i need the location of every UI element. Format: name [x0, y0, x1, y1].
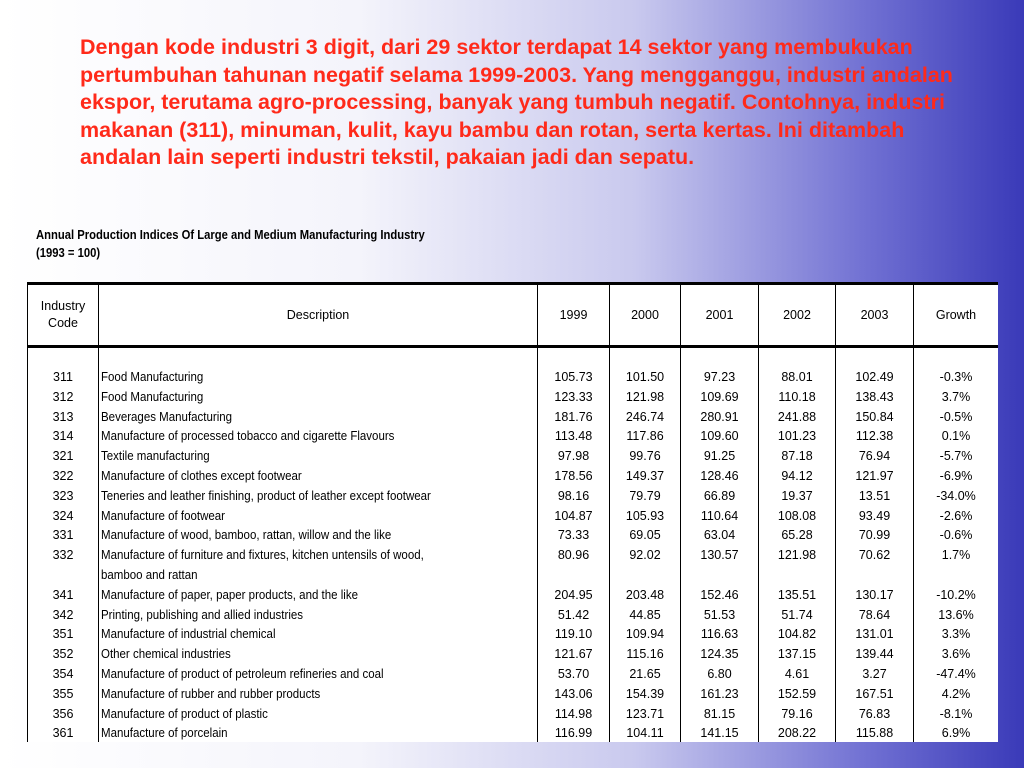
empty-cell	[610, 566, 681, 586]
cell-2000: 121.98	[610, 388, 681, 408]
table-header-row	[28, 284, 999, 347]
cell-industry-code: 356	[28, 705, 99, 725]
cell-2001: 51.53	[681, 606, 759, 626]
cell-2003: 131.01	[836, 625, 914, 645]
cell-description-text: Manufacture of footwear	[101, 508, 226, 523]
table-row-continuation	[28, 566, 999, 586]
cell-2002: 104.82	[759, 625, 836, 645]
cell-2001: 6.80	[681, 665, 759, 685]
cell-2000: 79.79	[610, 487, 681, 507]
cell-2003: 115.88	[836, 724, 914, 742]
cell-industry-code: 351	[28, 625, 99, 645]
cell-2002: 87.18	[759, 447, 836, 467]
cell-2002: 241.88	[759, 408, 836, 428]
cell-2002: 152.59	[759, 685, 836, 705]
cell-2001: 161.23	[681, 685, 759, 705]
cell-2000: 115.16	[610, 645, 681, 665]
cell-2001: 124.35	[681, 645, 759, 665]
cell-description-text: Manufacture of industrial chemical	[101, 627, 276, 642]
table-row	[28, 606, 999, 626]
cell-description	[99, 606, 538, 626]
cell-2001: 128.46	[681, 467, 759, 487]
cell-1999: 181.76	[538, 408, 610, 428]
cell-2001: 91.25	[681, 447, 759, 467]
table-caption	[36, 226, 425, 262]
cell-2003: 76.83	[836, 705, 914, 725]
cell-2000: 117.86	[610, 427, 681, 447]
cell-1999: 97.98	[538, 447, 610, 467]
cell-2002: 137.15	[759, 645, 836, 665]
table-row	[28, 427, 999, 447]
cell-2002: 108.08	[759, 507, 836, 527]
cell-2000: 123.71	[610, 705, 681, 725]
cell-2001: 81.15	[681, 705, 759, 725]
production-index-table	[27, 282, 998, 742]
cell-2003: 76.94	[836, 447, 914, 467]
cell-2003: 70.62	[836, 546, 914, 566]
cell-2000: 44.85	[610, 606, 681, 626]
cell-1999: 178.56	[538, 467, 610, 487]
cell-2000: 154.39	[610, 685, 681, 705]
empty-cell	[914, 566, 999, 586]
cell-industry-code: 314	[28, 427, 99, 447]
cell-description-text: Manufacture of product of plastic	[101, 706, 268, 721]
cell-2002: 19.37	[759, 487, 836, 507]
cell-2002: 4.61	[759, 665, 836, 685]
table-row	[28, 724, 999, 742]
cell-industry-code: 342	[28, 606, 99, 626]
table-row	[28, 685, 999, 705]
header-2000: 2000	[610, 284, 681, 347]
cell-industry-code: 361	[28, 724, 99, 742]
cell-2003: 130.17	[836, 586, 914, 606]
cell-2000: 104.11	[610, 724, 681, 742]
cell-2001: 280.91	[681, 408, 759, 428]
cell-growth: 13.6%	[914, 606, 999, 626]
cell-1999: 105.73	[538, 368, 610, 388]
cell-description	[99, 685, 538, 705]
cell-2001: 109.69	[681, 388, 759, 408]
cell-2002: 88.01	[759, 368, 836, 388]
cell-description-text: Manufacture of furniture and fixtures, kitchen untensils of wood,	[101, 548, 424, 563]
spacer-row	[28, 347, 999, 369]
intro-paragraph: Dengan kode industri 3 digit, dari 29 sektor terdapat 14 sektor yang membukukan pertumbuhan tahunan negatif selama 1999-2003. Yang mengganggu, industri andalan ekspor, terutama agro-processing, banyak yang tumbuh negatif. Contohnya, industri makanan (311), minuman, kulit, kayu bambu dan rotan, serta kertas. Ini ditambah andalan lain seperti industri tekstil, pakaian jadi dan sepatu.	[80, 35, 953, 169]
cell-description	[99, 427, 538, 447]
table-row	[28, 368, 999, 388]
cell-2003: 112.38	[836, 427, 914, 447]
cell-description-text: Manufacture of rubber and rubber products	[101, 686, 321, 701]
cell-industry-code: 332	[28, 546, 99, 566]
cell-description	[99, 408, 538, 428]
cell-1999: 113.48	[538, 427, 610, 447]
cell-1999: 104.87	[538, 507, 610, 527]
table-row	[28, 467, 999, 487]
cell-growth: 3.3%	[914, 625, 999, 645]
table-row	[28, 546, 999, 566]
cell-growth: -5.7%	[914, 447, 999, 467]
cell-2000: 92.02	[610, 546, 681, 566]
table-row	[28, 447, 999, 467]
cell-growth: -34.0%	[914, 487, 999, 507]
header-2001: 2001	[681, 284, 759, 347]
table-body	[28, 347, 999, 743]
cell-industry-code: 352	[28, 645, 99, 665]
cell-2000: 246.74	[610, 408, 681, 428]
cell-description	[99, 447, 538, 467]
table-row	[28, 388, 999, 408]
cell-description-text: Food Manufacturing	[101, 370, 204, 384]
cell-description	[99, 507, 538, 527]
cell-1999: 73.33	[538, 526, 610, 546]
cell-2000: 109.94	[610, 625, 681, 645]
cell-2000: 101.50	[610, 368, 681, 388]
header-1999: 1999	[538, 284, 610, 347]
cell-2000: 149.37	[610, 467, 681, 487]
cell-industry-code: 355	[28, 685, 99, 705]
cell-1999: 143.06	[538, 685, 610, 705]
header-2002: 2002	[759, 284, 836, 347]
cell-description-text: Manufacture of wood, bamboo, rattan, willow and the like	[101, 528, 392, 543]
cell-2001: 63.04	[681, 526, 759, 546]
table-base-note: (1993 = 100)	[36, 246, 101, 260]
cell-description-text: Food Manufacturing	[101, 389, 204, 404]
table-row	[28, 526, 999, 546]
cell-2002: 208.22	[759, 724, 836, 742]
cell-1999: 204.95	[538, 586, 610, 606]
cell-description	[99, 487, 538, 507]
cell-industry-code: 331	[28, 526, 99, 546]
cell-2001: 116.63	[681, 625, 759, 645]
table-row	[28, 507, 999, 527]
empty-cell	[759, 566, 836, 586]
cell-industry-code: 311	[28, 368, 99, 388]
header-2003: 2003	[836, 284, 914, 347]
cell-description-text: Manufacture of porcelain	[101, 726, 228, 741]
cell-2001: 66.89	[681, 487, 759, 507]
cell-2000: 69.05	[610, 526, 681, 546]
table-row	[28, 586, 999, 606]
cell-description-text: Teneries and leather finishing, product of leather except footwear	[101, 488, 431, 503]
cell-description	[99, 467, 538, 487]
cell-1999: 53.70	[538, 665, 610, 685]
cell-description-continued	[99, 566, 538, 586]
cell-2002: 121.98	[759, 546, 836, 566]
cell-2002: 94.12	[759, 467, 836, 487]
cell-2003: 150.84	[836, 408, 914, 428]
cell-description-text: Beverages Manufacturing	[101, 409, 233, 424]
cell-growth: -0.5%	[914, 408, 999, 428]
cell-description-text: Other chemical industries	[101, 647, 231, 662]
cell-description	[99, 586, 538, 606]
empty-cell	[538, 566, 610, 586]
empty-cell	[681, 566, 759, 586]
header-description: Description	[99, 284, 538, 347]
empty-cell	[28, 566, 99, 586]
cell-industry-code: 323	[28, 487, 99, 507]
cell-description	[99, 368, 538, 388]
cell-growth: 0.1%	[914, 427, 999, 447]
cell-2001: 110.64	[681, 507, 759, 527]
cell-1999: 119.10	[538, 625, 610, 645]
cell-2003: 93.49	[836, 507, 914, 527]
cell-2002: 79.16	[759, 705, 836, 725]
cell-description-text: Manufacture of clothes except footwear	[101, 468, 302, 483]
cell-2001: 109.60	[681, 427, 759, 447]
cell-2002: 65.28	[759, 526, 836, 546]
cell-description-text: Printing, publishing and allied industries	[101, 607, 304, 622]
cell-growth: -2.6%	[914, 507, 999, 527]
cell-industry-code: 341	[28, 586, 99, 606]
cell-2003: 138.43	[836, 388, 914, 408]
cell-description	[99, 388, 538, 408]
cell-description-text: Manufacture of processed tobacco and cigarette Flavours	[101, 429, 395, 444]
cell-1999: 123.33	[538, 388, 610, 408]
cell-2003: 3.27	[836, 665, 914, 685]
cell-industry-code: 313	[28, 408, 99, 428]
cell-2000: 105.93	[610, 507, 681, 527]
cell-2002: 110.18	[759, 388, 836, 408]
cell-growth: -8.1%	[914, 705, 999, 725]
cell-2002: 101.23	[759, 427, 836, 447]
cell-industry-code: 322	[28, 467, 99, 487]
cell-description	[99, 724, 538, 742]
cell-1999: 121.67	[538, 645, 610, 665]
table-row	[28, 665, 999, 685]
cell-growth: 3.6%	[914, 645, 999, 665]
cell-2003: 78.64	[836, 606, 914, 626]
table-title: Annual Production Indices Of Large and Medium Manufacturing Industry	[36, 228, 425, 242]
cell-description-text: Textile manufacturing	[101, 449, 210, 464]
cell-1999: 51.42	[538, 606, 610, 626]
cell-description	[99, 526, 538, 546]
cell-industry-code: 324	[28, 507, 99, 527]
cell-2001: 141.15	[681, 724, 759, 742]
cell-2000: 99.76	[610, 447, 681, 467]
table-row	[28, 625, 999, 645]
data-table	[27, 282, 998, 742]
table-row	[28, 645, 999, 665]
cell-description-text: Manufacture of product of petroleum refineries and coal	[101, 666, 384, 681]
header-industry-code: Industry Code	[28, 284, 99, 347]
cell-description-text: Manufacture of paper, paper products, and the like	[101, 587, 359, 602]
cell-growth: -0.3%	[914, 368, 999, 388]
cell-description	[99, 645, 538, 665]
cell-growth: -6.9%	[914, 467, 999, 487]
table-row	[28, 408, 999, 428]
cell-2002: 51.74	[759, 606, 836, 626]
cell-growth: 4.2%	[914, 685, 999, 705]
cell-2002: 135.51	[759, 586, 836, 606]
cell-2001: 130.57	[681, 546, 759, 566]
cell-description	[99, 625, 538, 645]
table-row	[28, 487, 999, 507]
cell-2001: 152.46	[681, 586, 759, 606]
cell-2001: 97.23	[681, 368, 759, 388]
cell-1999: 98.16	[538, 487, 610, 507]
cell-2003: 102.49	[836, 368, 914, 388]
cell-growth: -47.4%	[914, 665, 999, 685]
cell-industry-code: 321	[28, 447, 99, 467]
cell-1999: 80.96	[538, 546, 610, 566]
cell-1999: 116.99	[538, 724, 610, 742]
cell-2003: 167.51	[836, 685, 914, 705]
cell-description	[99, 546, 538, 566]
cell-growth: -10.2%	[914, 586, 999, 606]
cell-growth: 3.7%	[914, 388, 999, 408]
cell-growth: 1.7%	[914, 546, 999, 566]
header-growth: Growth	[914, 284, 999, 347]
cell-industry-code: 354	[28, 665, 99, 685]
cell-2000: 203.48	[610, 586, 681, 606]
cell-industry-code: 312	[28, 388, 99, 408]
cell-2003: 139.44	[836, 645, 914, 665]
cell-growth: 6.9%	[914, 724, 999, 742]
cell-description-continued-text: bamboo and rattan	[101, 567, 198, 582]
cell-2003: 70.99	[836, 526, 914, 546]
table-row	[28, 705, 999, 725]
cell-2000: 21.65	[610, 665, 681, 685]
cell-description	[99, 665, 538, 685]
cell-2003: 13.51	[836, 487, 914, 507]
cell-growth: -0.6%	[914, 526, 999, 546]
empty-cell	[836, 566, 914, 586]
cell-description	[99, 705, 538, 725]
cell-1999: 114.98	[538, 705, 610, 725]
cell-2003: 121.97	[836, 467, 914, 487]
